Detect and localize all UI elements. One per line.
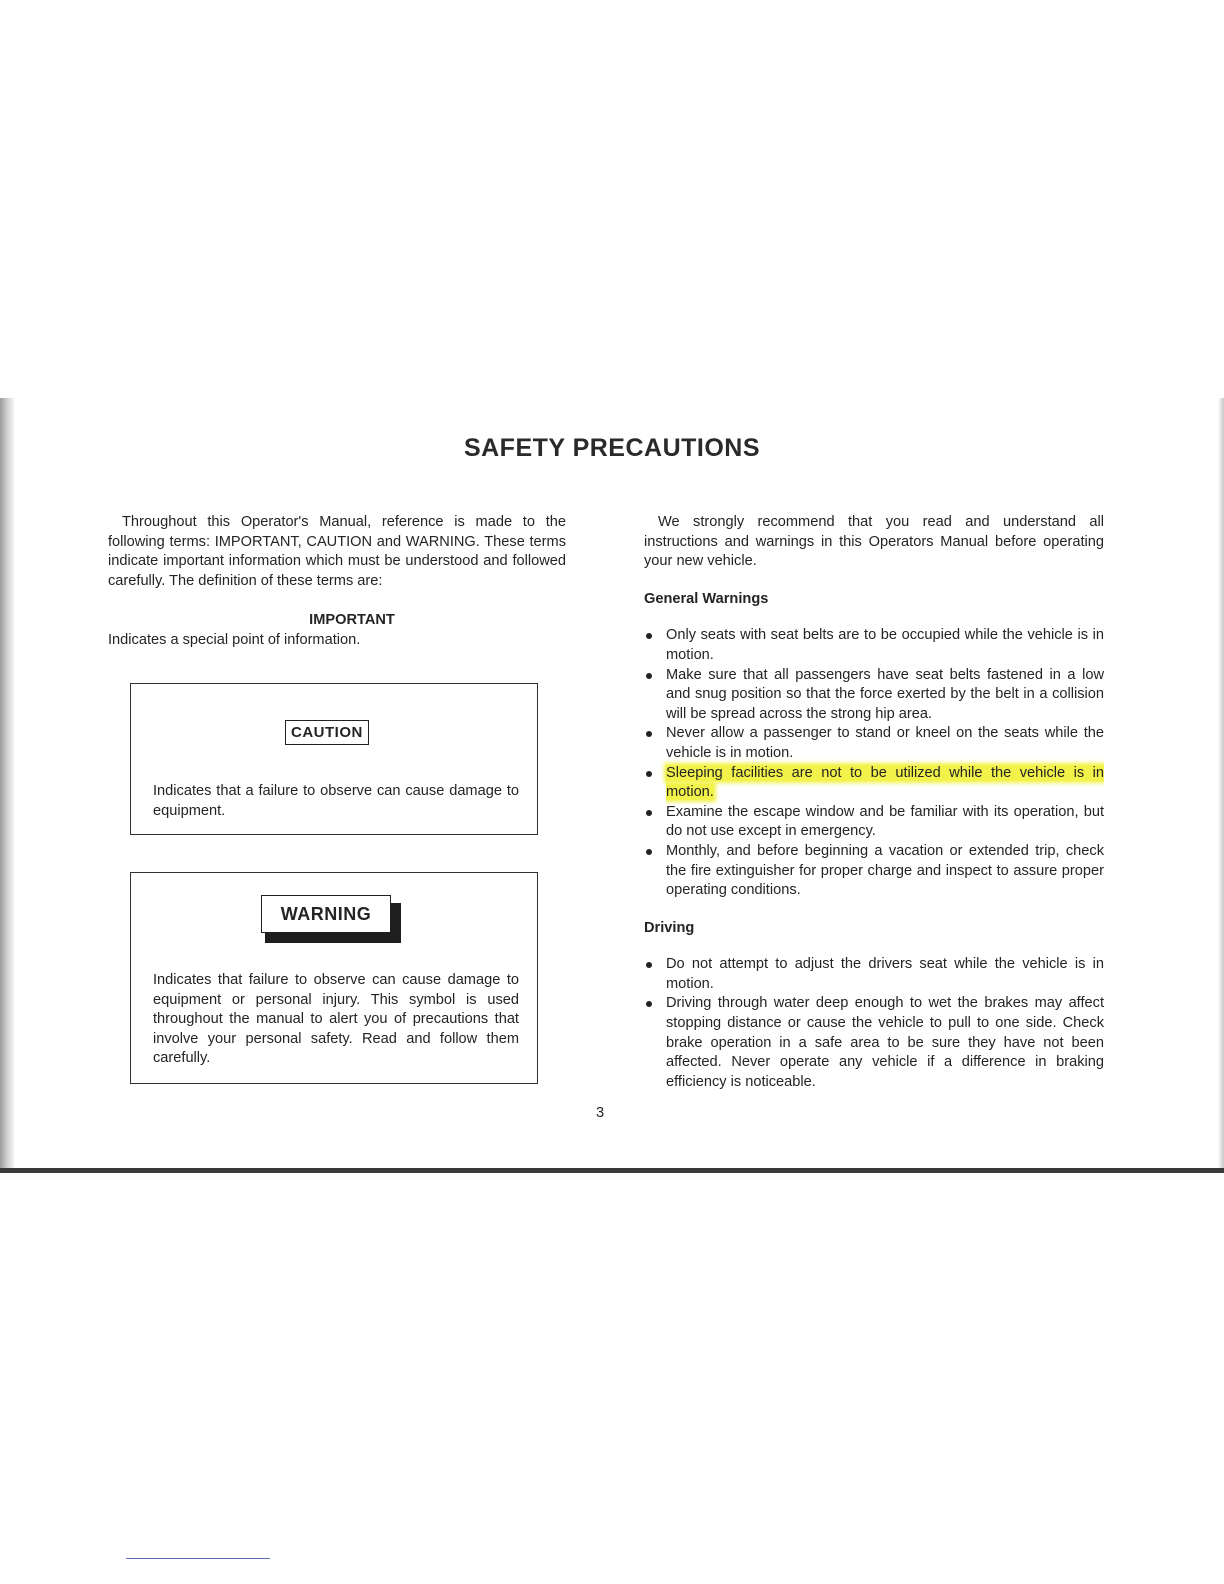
warning-label-text: WARNING <box>261 895 391 933</box>
list-item: Do not attempt to adjust the drivers seat while the vehicle is in motion. <box>644 955 1104 994</box>
left-intro-paragraph: Throughout this Operator's Manual, reference is made to the following terms: IMPORTANT, CAUTION and WARNING. These terms indicate important information which must be understood and followed carefully. The definition of these terms are: <box>108 514 566 589</box>
general-warnings-heading: General Warnings <box>644 590 769 607</box>
list-item: Driving through water deep enough to wet the brakes may affect stopping distance or cause the vehicle to pull to one side. Check brake operation in a safe area to be sure they have not been affected. Never operate any vehicle if a difference in braking efficiency is noticeable. <box>644 994 1104 1092</box>
driving-heading: Driving <box>644 919 695 936</box>
stray-underline-mark <box>126 1558 270 1559</box>
list-item <box>644 764 1104 803</box>
page-number: 3 <box>595 1105 605 1121</box>
right-column <box>644 513 1104 1092</box>
list-item: Never allow a passenger to stand or kneel on the seats while the vehicle is in motion. <box>644 724 1104 763</box>
list-item: Monthly, and before beginning a vacation or extended trip, check the fire extinguisher for proper charge and inspect to assure proper operating conditions. <box>644 842 1104 901</box>
caution-label: CAUTION <box>285 720 369 745</box>
driving-list <box>644 955 1104 1092</box>
page-binding-edge <box>0 398 14 1170</box>
highlighted-text: Sleeping facilities are not to be utilized while the vehicle is in motion. <box>666 764 1104 801</box>
list-item: Make sure that all passengers have seat belts fastened in a low and snug position so that the force exerted by the belt in a collision will be spread across the strong hip area. <box>644 666 1104 725</box>
warning-definition: Indicates that failure to observe can cause damage to equipment or personal injury. This symbol is used throughout the manual to alert you of precautions that involve your personal safety. Read and follow them carefully. <box>153 972 519 1067</box>
important-definition: Indicates a special point of information. <box>108 631 361 648</box>
warning-box <box>130 872 538 1084</box>
page-title: SAFETY PRECAUTIONS <box>463 434 761 462</box>
list-item: Examine the escape window and be familiar with its operation, but do not use except in emergency. <box>644 803 1104 842</box>
caution-box <box>130 683 538 835</box>
page-bottom-edge <box>0 1168 1224 1173</box>
list-item: Only seats with seat belts are to be occupied while the vehicle is in motion. <box>644 626 1104 665</box>
caution-definition: Indicates that a failure to observe can cause damage to equipment. <box>153 783 519 819</box>
important-heading: IMPORTANT <box>309 612 395 629</box>
general-warnings-list <box>644 626 1104 900</box>
page-right-edge <box>1218 398 1224 1170</box>
warning-label <box>261 895 397 941</box>
left-column <box>108 513 566 651</box>
right-intro-paragraph: We strongly recommend that you read and understand all instructions and warnings in this Operators Manual before operating your new vehicle. <box>644 514 1104 570</box>
